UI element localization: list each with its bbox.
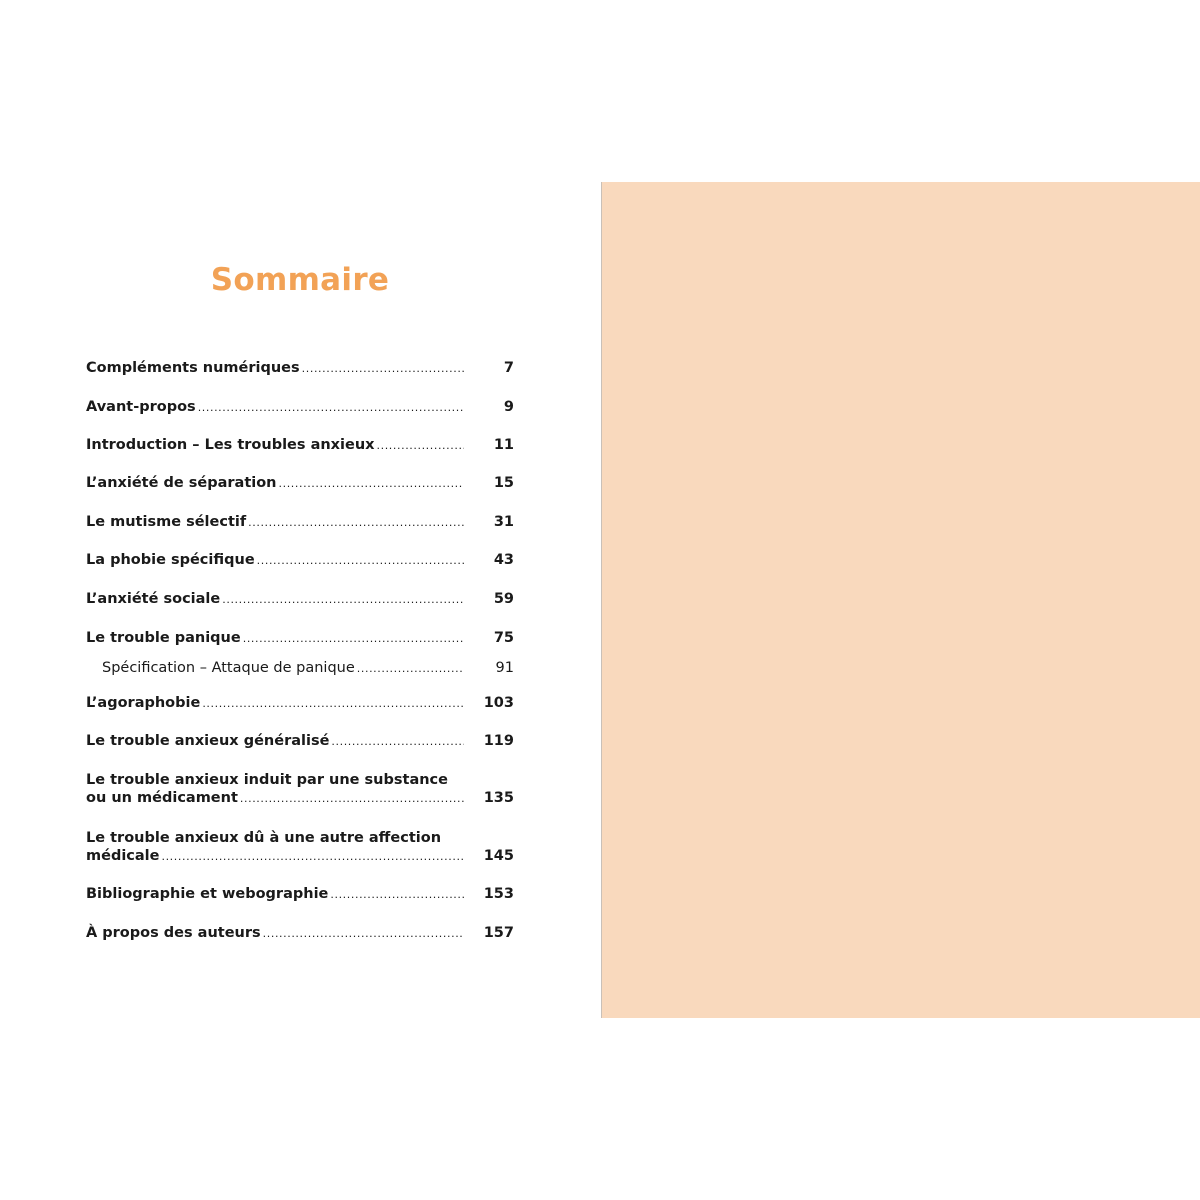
toc-entry-avant-propos[interactable] — [86, 398, 514, 417]
toc-page-number: 11 — [493, 437, 514, 453]
toc-entry-mutisme-selectif[interactable] — [86, 513, 514, 532]
dot-leader — [222, 591, 464, 609]
toc-entry-introduction[interactable] — [86, 436, 514, 455]
dot-leader — [279, 475, 464, 493]
toc-page-number: 145 — [483, 848, 514, 864]
toc-entry-label: Le trouble anxieux généralisé — [86, 733, 330, 749]
dot-leader — [243, 630, 464, 648]
toc-entry-label: L’anxiété sociale — [86, 591, 221, 607]
toc-entry-anxiete-separation[interactable] — [86, 474, 514, 493]
toc-entry-label-continued: ou un médicament — [86, 790, 238, 806]
toc-page-number: 59 — [493, 591, 514, 607]
dot-leader — [257, 552, 464, 570]
toc-entry-label: Avant-propos — [86, 399, 196, 415]
toc-entry-anxiete-sociale[interactable] — [86, 590, 514, 609]
toc-page-number: 15 — [493, 475, 514, 491]
toc-entry-label: Bibliographie et webographie — [86, 886, 329, 902]
dot-leader — [330, 886, 464, 904]
page-title: Sommaire — [210, 262, 390, 298]
toc-entry-label: Le trouble anxieux induit par une substance — [86, 772, 448, 788]
toc-entry-label: L’agoraphobie — [86, 695, 201, 711]
dot-leader — [198, 399, 464, 417]
toc-entry-bibliographie[interactable] — [86, 885, 514, 904]
dot-leader — [202, 695, 464, 713]
dot-leader — [248, 514, 464, 532]
toc-entry-label: Introduction – Les troubles anxieux — [86, 437, 375, 453]
toc-entry-label: Compléments numériques — [86, 360, 300, 376]
toc-entry-label: Le trouble panique — [86, 630, 241, 646]
dot-leader — [263, 925, 464, 943]
toc-entry-trouble-anxieux-generalise[interactable] — [86, 732, 514, 751]
dot-leader — [240, 790, 464, 808]
toc-page-number: 135 — [483, 790, 514, 806]
dot-leader — [357, 660, 462, 678]
toc-page-number: 103 — [483, 695, 514, 711]
toc-page-number: 75 — [493, 630, 514, 646]
toc-entry-label: L’anxiété de séparation — [86, 475, 277, 491]
dot-leader — [161, 848, 464, 866]
toc-entry-trouble-panique[interactable] — [86, 629, 514, 648]
toc-entry-a-propos-auteurs[interactable] — [86, 924, 514, 943]
toc-entry-label: Spécification – Attaque de panique — [102, 660, 355, 676]
toc-entry-phobie-specifique[interactable] — [86, 551, 514, 570]
color-panel — [602, 182, 1200, 1018]
toc-entry-agoraphobie[interactable] — [86, 694, 514, 713]
toc-entry-label: À propos des auteurs — [86, 925, 261, 941]
toc-entry-label: La phobie spécifique — [86, 552, 255, 568]
dot-leader — [331, 733, 464, 751]
toc-page-number: 153 — [483, 886, 514, 902]
dot-leader — [377, 437, 464, 455]
toc-entry-trouble-induit-substance[interactable] — [86, 771, 514, 808]
toc-page-number: 119 — [483, 733, 514, 749]
toc-page-number: 91 — [495, 660, 514, 676]
toc-page-number: 7 — [503, 360, 514, 376]
toc-page-number: 157 — [483, 925, 514, 941]
toc-entry-label-continued: médicale — [86, 848, 160, 864]
toc-page-number: 31 — [493, 514, 514, 530]
toc-entry-label: Le trouble anxieux dû à une autre affection — [86, 830, 442, 846]
toc-entry-trouble-autre-affection[interactable] — [86, 829, 514, 866]
toc-entry-complements[interactable] — [86, 359, 514, 378]
toc-subentry-attaque-panique[interactable] — [102, 659, 514, 678]
toc-entry-label: Le mutisme sélectif — [86, 514, 247, 530]
dot-leader — [302, 360, 464, 378]
toc-page-number: 43 — [493, 552, 514, 568]
toc-page-number: 9 — [503, 399, 514, 415]
